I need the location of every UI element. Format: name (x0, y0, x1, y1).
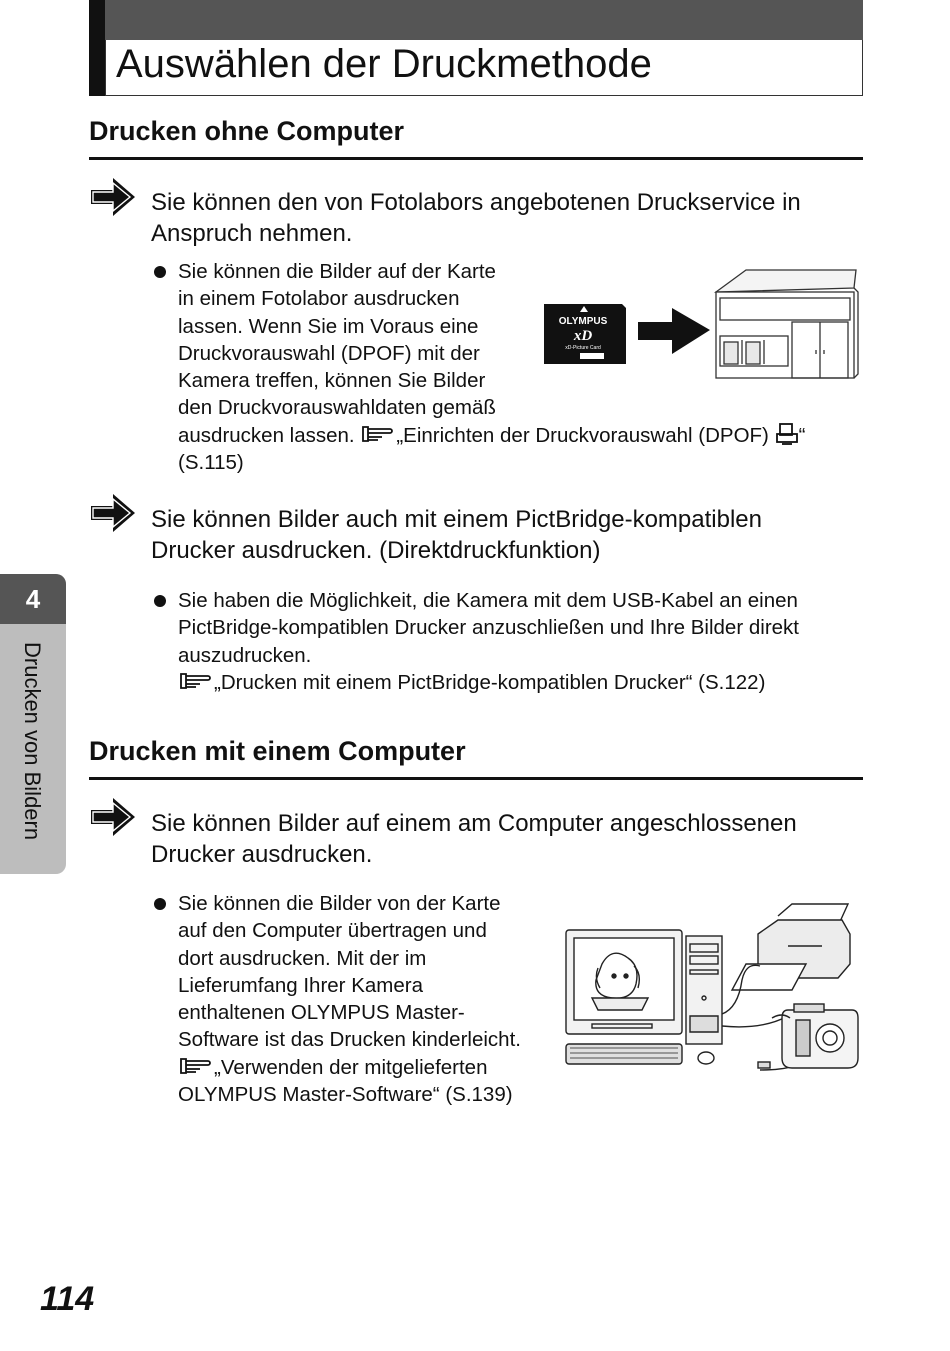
pointing-hand-icon (360, 423, 396, 445)
camera-image (772, 1004, 858, 1068)
reference-page: (S.115) (178, 451, 244, 475)
body-text-computer (178, 890, 521, 1108)
body-line-with-reference (178, 422, 805, 449)
reference-link-continued[interactable]: OLYMPUS Master-Software“ (S.139) (178, 1083, 513, 1107)
bullet-icon (154, 595, 166, 607)
lead-line: Anspruch nehmen. (151, 220, 353, 247)
section-rule (89, 777, 863, 780)
section-heading-with-computer: Drucken mit einem Computer (89, 736, 466, 766)
lead-text-pictbridge (151, 504, 762, 566)
lead-line: Drucker ausdrucken. (151, 841, 373, 868)
card-to-photolab-illustration (540, 268, 860, 384)
lead-line: Sie können den von Fotolabors angebotenen Druckservice in (151, 189, 801, 216)
reference-link[interactable]: „Einrichten der Druckvorauswahl (DPOF) (396, 423, 769, 447)
xd-card-image (544, 304, 626, 364)
page-number: 114 (40, 1280, 95, 1318)
page-title-block (89, 0, 863, 96)
reference-link[interactable]: „Verwenden der mitgelieferten (214, 1055, 488, 1079)
page-title: Auswählen der Druckmethode (116, 42, 652, 86)
reference-link[interactable]: „Drucken mit einem PictBridge-kompatiblen Drucker“ (S.122) (214, 670, 766, 694)
body-line: Sie können die Bilder auf der Karte (178, 260, 496, 283)
body-line-with-reference (178, 669, 799, 696)
body-text: ausdrucken lassen. (178, 423, 355, 447)
arrow-right-icon (89, 796, 137, 838)
chapter-number: 4 (0, 574, 66, 624)
card-logo: xD (573, 328, 593, 344)
title-box (105, 40, 863, 96)
body-line: Kamera treffen, können Sie Bilder (178, 369, 486, 393)
body-line: dort ausdrucken. Mit der im (178, 946, 427, 970)
keyboard-image (566, 1044, 682, 1064)
arrow-right-icon (89, 176, 137, 218)
arrow-right-icon (638, 308, 710, 354)
arrow-right-icon (89, 492, 137, 534)
pointing-hand-icon (178, 670, 214, 692)
photo-lab-building-image (716, 270, 858, 378)
card-brand: OLYMPUS (558, 316, 608, 327)
body-line: Software ist das Drucken kinderleicht. (178, 1028, 521, 1052)
monitor-image (566, 930, 682, 1034)
body-line: lassen. Wenn Sie im Voraus eine (178, 314, 479, 338)
lead-text-computer (151, 808, 797, 870)
section-rule (89, 157, 863, 160)
lead-line: Drucker ausdrucken. (Direktdruckfunktion) (151, 537, 601, 564)
section-heading-without-computer: Drucken ohne Computer (89, 116, 405, 146)
bullet-icon (154, 266, 166, 278)
print-order-icon (775, 422, 799, 446)
computer-printer-camera-illustration (562, 898, 860, 1078)
title-accent-bar (89, 0, 105, 96)
body-line: Sie können die Bilder von der Karte (178, 892, 501, 915)
card-subtitle: xD-Picture Card (565, 345, 601, 351)
body-line: auszudrucken. (178, 643, 312, 667)
body-line-with-reference (178, 1054, 521, 1081)
body-line: auf den Computer übertragen und (178, 919, 487, 943)
body-line: enthaltenen OLYMPUS Master- (178, 1001, 465, 1025)
chapter-label: Drucken von Bildern (20, 642, 45, 841)
lead-line: Sie können Bilder auch mit einem PictBridge-kompatiblen (151, 506, 762, 533)
body-line: Sie haben die Möglichkeit, die Kamera mit dem USB-Kabel an einen (178, 589, 798, 612)
body-line: in einem Fotolabor ausdrucken (178, 287, 460, 311)
printer-image (732, 904, 850, 990)
lead-text-photo-lab (151, 187, 801, 249)
body-line: Lieferumfang Ihrer Kamera (178, 973, 423, 997)
quote-close: “ (798, 423, 806, 447)
title-top-band (105, 0, 863, 40)
mouse-image (698, 1052, 714, 1064)
body-line: Druckvorauswahl (DPOF) mit der (178, 341, 480, 365)
body-line: den Druckvorauswahldaten gemäß (178, 396, 496, 420)
pointing-hand-icon (178, 1055, 214, 1077)
body-line: PictBridge-kompatiblen Drucker anzuschließen und Ihre Bilder direkt (178, 616, 799, 640)
computer-tower-image (686, 936, 722, 1044)
body-text-pictbridge (178, 587, 799, 696)
bullet-icon (154, 898, 166, 910)
lead-line: Sie können Bilder auf einem am Computer angeschlossenen (151, 810, 797, 837)
